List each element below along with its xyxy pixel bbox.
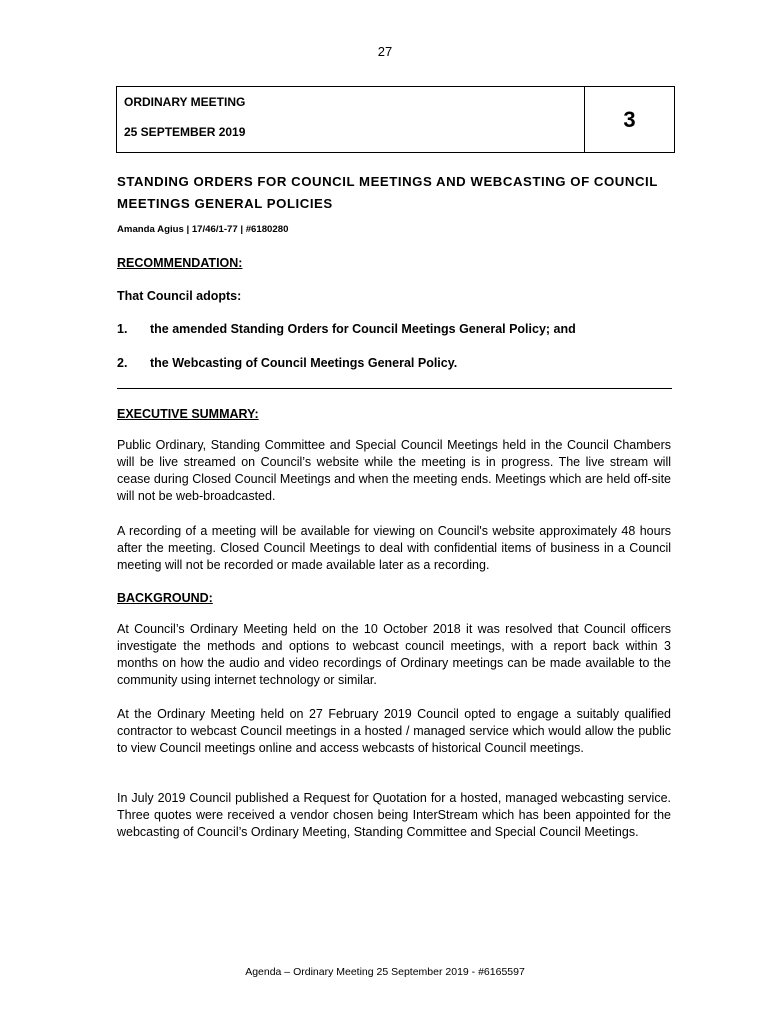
item-number: 3: [623, 106, 636, 132]
item-text: the amended Standing Orders for Council Meetings General Policy; and: [150, 322, 576, 336]
item-num: 1.: [117, 322, 128, 336]
recommendation-item: [117, 322, 671, 336]
item-text: the Webcasting of Council Meetings General Policy.: [150, 356, 458, 370]
background-paragraph: In July 2019 Council published a Request for Quotation for a hosted, managed webcasting service. Three quotes were received a vendor chosen being InterStream which has been appointed for the webcasting of Council’s Ordinary Meeting, Standing Committee and Special Council Meetings.: [117, 791, 671, 839]
background-paragraph: At the Ordinary Meeting held on 27 February 2019 Council opted to engage a suitably qualified contractor to webcast Council meetings in a hosted / managed service which would allow the public to view Council meetings online and access webcasts of historical Council meetings.: [117, 707, 671, 755]
background-paragraph: At Council’s Ordinary Meeting held on the 10 October 2018 it was resolved that Council officers investigate the methods and options to webcast council meetings, with a report back within 3 months on how the audio and video recordings of Ordinary meetings can be made available to the community using internet technology or similar.: [117, 622, 671, 687]
recommendation-item: [117, 356, 671, 370]
background-heading: BACKGROUND:: [117, 591, 213, 605]
section-divider: [117, 388, 672, 389]
item-num: 2.: [117, 356, 128, 370]
executive-summary-paragraph: A recording of a meeting will be available for viewing on Council's website approximately 48 hours after the meeting. Closed Council Meetings to deal with confidential items of business in a Council meeting will not be recorded or made available later as a recording.: [117, 524, 671, 572]
page-footer: Agenda – Ordinary Meeting 25 September 2019 - #6165597: [245, 966, 525, 978]
author-line: Amanda Agius | 17/46/1-77 | #6180280: [117, 224, 289, 235]
recommendation-intro: That Council adopts:: [117, 289, 242, 303]
meeting-info: [117, 87, 585, 152]
executive-summary-heading: EXECUTIVE SUMMARY:: [117, 407, 259, 421]
meeting-header-box: [116, 86, 675, 153]
recommendation-heading: RECOMMENDATION:: [117, 256, 243, 270]
meeting-date: 25 SEPTEMBER 2019: [124, 125, 246, 139]
meeting-type: ORDINARY MEETING: [124, 95, 246, 109]
page-number: 27: [377, 44, 393, 59]
report-title: STANDING ORDERS FOR COUNCIL MEETINGS AND WEBCASTING OF COUNCIL MEETINGS GENERAL POLICIES: [117, 174, 658, 211]
executive-summary-paragraph: Public Ordinary, Standing Committee and Special Council Meetings held in the Council Chambers will be live streamed on Council’s website while the meeting is in progress. The live stream will cease during Closed Council Meetings and when the meeting ends. Meetings which are held off-site will not be web-broadcasted.: [117, 438, 671, 503]
